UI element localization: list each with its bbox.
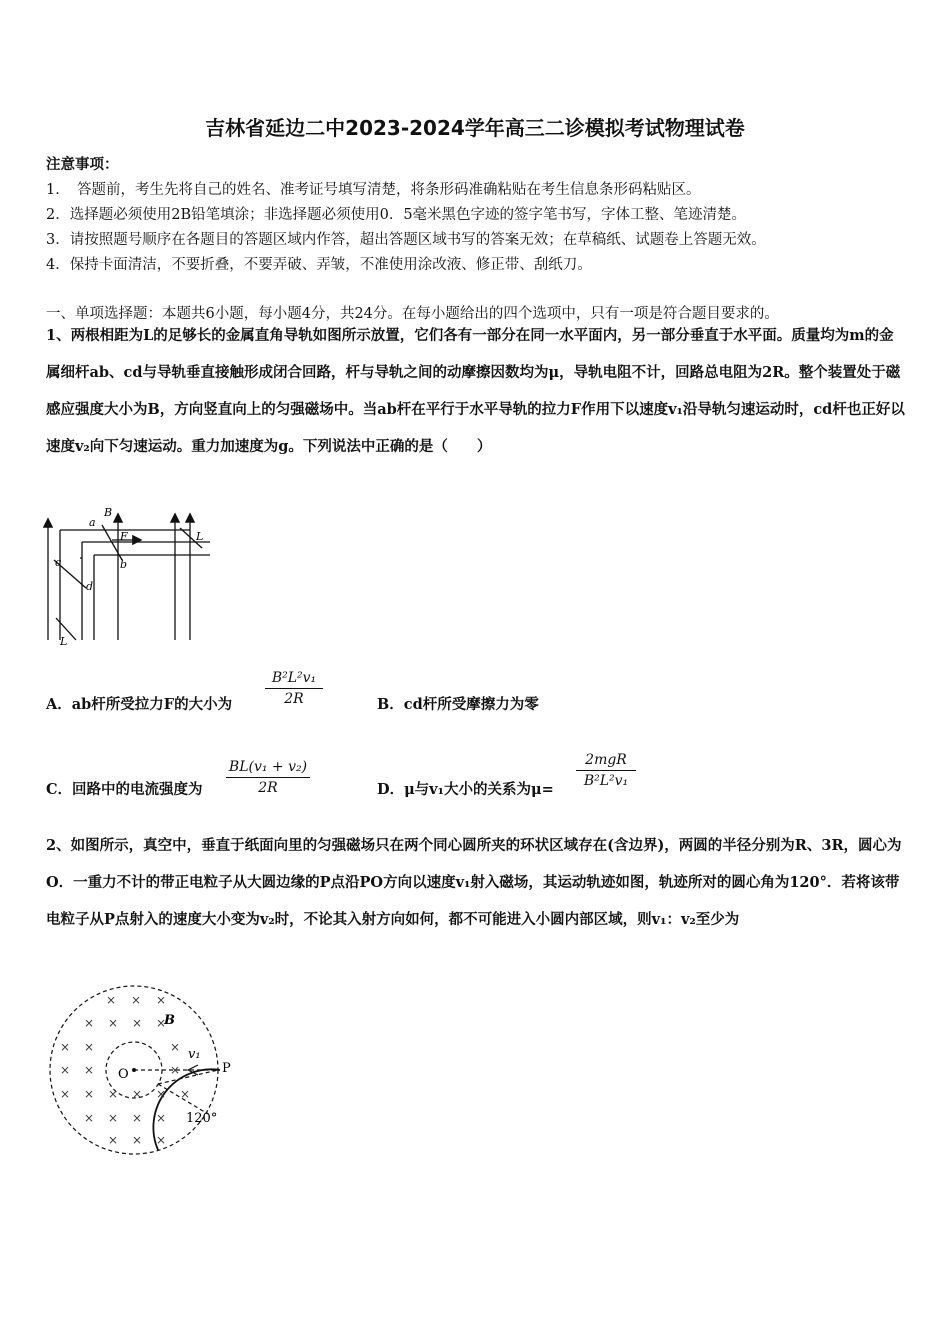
option-d-fraction	[576, 752, 636, 789]
question-1-text: 1、两根相距为L的足够长的金属直角导轨如图所示放置，它们各有一部分在同一水平面内，另一部分垂直于水平面。质量均为m的金属细杆ab、cd与导轨垂直接触形成闭合回路，杆与导轨之间的动摩擦因数均为μ，导轨电阻不计，回路总电阻为2R。整个装置处于磁感应强度大小为B，方向竖直向上的匀强磁场中。当ab杆在平行于水平导轨的拉力F作用下以速度v₁沿导轨匀速运动时，cd杆也正好以速度v₂向下匀速运动。重力加速度为g。下列说法中正确的是（ ）	[46, 327, 905, 455]
label-P: P	[222, 1061, 231, 1076]
cross-mark: ×	[156, 1016, 167, 1030]
label-b: b	[120, 558, 128, 571]
option-b: B．cd杆所受摩擦力为零	[377, 696, 539, 713]
cross-mark: ×	[132, 1087, 143, 1101]
cross-mark: ×	[108, 1111, 119, 1125]
cross-mark: ×	[170, 1063, 181, 1077]
cross-mark: ×	[60, 1063, 71, 1077]
label-c: c	[55, 556, 62, 569]
cross-mark: ×	[84, 1040, 95, 1054]
notice-heading: 注意事项：	[46, 156, 119, 173]
question-2-figure	[46, 982, 246, 1157]
option-d: D．μ与v₁大小的关系为μ=	[377, 781, 554, 798]
cross-mark: ×	[156, 1087, 167, 1101]
option-a-numerator: B²L²v₁	[265, 670, 323, 689]
option-c-denominator: 2R	[258, 780, 278, 796]
cross-mark: ×	[60, 1087, 71, 1101]
cross-mark: ×	[132, 1016, 143, 1030]
notice-item-3: 3．请按照题号顺序在各题目的答题区域内作答，超出答题区域书写的答案无效；在草稿纸、试题卷上答题无效。	[46, 232, 766, 248]
label-F: F	[120, 530, 128, 543]
cross-mark: ×	[84, 1111, 95, 1125]
cross-mark: ×	[84, 1063, 95, 1077]
option-d-denominator: B²L²v₁	[583, 773, 629, 789]
cross-mark: ×	[180, 1087, 191, 1101]
cross-mark: ×	[84, 1016, 95, 1030]
cross-mark: ×	[84, 1087, 95, 1101]
cross-mark: ×	[106, 993, 117, 1007]
option-c-numerator: BL(v₁ + v₂)	[226, 759, 310, 778]
option-c: C．回路中的电流强度为	[46, 781, 203, 798]
cross-mark: ×	[132, 1133, 143, 1147]
cross-mark: ×	[108, 1133, 119, 1147]
cross-mark: ×	[60, 1040, 71, 1054]
cross-mark: ×	[156, 1111, 167, 1125]
notice-item-2: 2．选择题必须使用2B铅笔填涂；非选择题必须使用0．5毫米黑色字迹的签字笔书写，字体工整、笔迹清楚。	[46, 207, 747, 223]
label-angle: 120°	[186, 1111, 218, 1126]
option-a: A．ab杆所受拉力F的大小为	[46, 696, 233, 713]
cross-mark: ×	[108, 1087, 119, 1101]
label-B-field: B	[164, 1013, 175, 1028]
label-v1: v₁	[188, 1047, 201, 1062]
label-L-bottom: L	[60, 635, 68, 648]
cross-mark: ×	[131, 993, 142, 1007]
question-1-figure	[40, 500, 230, 650]
label-B: B	[104, 506, 113, 519]
label-O: O	[118, 1067, 129, 1082]
exam-title: 吉林省延边二中2023-2024学年高三二诊模拟考试物理试卷	[205, 116, 745, 140]
question-2-text: 2、如图所示，真空中，垂直于纸面向里的匀强磁场只在两个同心圆所夹的环状区域存在(含边界)，两圆的半径分别为R、3R，圆心为O．一重力不计的带正电粒子从大圆边缘的P点沿PO方向以速度v₁射入磁场，其运动轨迹如图，轨迹所对的圆心角为120°．若将该带电粒子从P点射入的速度大小变为v₂时，不论其入射方向如何，都不可能进入小圆内部区域，则v₁：v₂至少为	[46, 837, 902, 928]
notice-item-4: 4．保持卡面清洁，不要折叠，不要弄破、弄皱，不准使用涂改液、修正带、刮纸刀。	[46, 257, 592, 273]
option-a-fraction	[265, 670, 323, 707]
option-a-denominator: 2R	[284, 691, 304, 707]
option-d-numerator: 2mgR	[576, 752, 636, 771]
label-d: d	[86, 580, 94, 593]
cross-mark: ×	[156, 1133, 167, 1147]
cross-mark: ×	[156, 993, 167, 1007]
cross-mark: ×	[132, 1111, 143, 1125]
label-a: a	[89, 516, 96, 529]
option-c-fraction	[226, 759, 310, 796]
cross-mark: ×	[170, 1040, 181, 1054]
notice-item-1: 1． 答题前，考生先将自己的姓名、准考证号填写清楚，将条形码准确粘贴在考生信息条形码粘贴区。	[46, 182, 701, 198]
section-heading: 一、单项选择题：本题共6小题，每小题4分，共24分。在每小题给出的四个选项中，只有一项是符合题目要求的。	[46, 306, 779, 322]
label-L-top: L	[196, 530, 204, 543]
cross-mark: ×	[108, 1016, 119, 1030]
